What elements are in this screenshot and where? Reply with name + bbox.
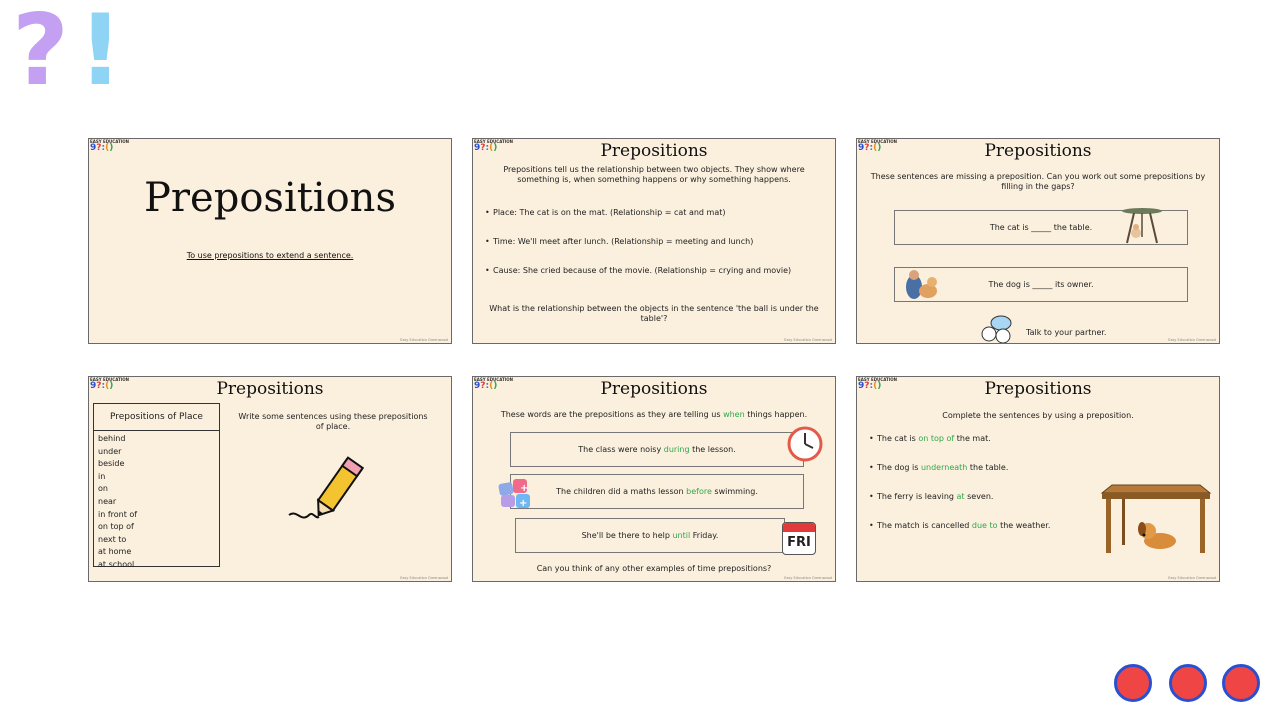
list-item: in: [98, 471, 106, 481]
list-item: on top of: [98, 522, 134, 532]
slide-title: Prepositions: [600, 379, 708, 399]
intro-text: These words are the prepositions as they are telling us when things happen.: [500, 410, 808, 419]
bullet-item: • Time: We'll meet after lunch. (Relationship = meeting and lunch): [485, 237, 825, 247]
slide-title: Prepositions: [984, 379, 1092, 399]
slide-thumbnail-5[interactable]: [472, 376, 836, 582]
example-sentence-box-3: [515, 518, 785, 553]
instruction-text: Write some sentences using these prepositions of place.: [238, 412, 428, 431]
slide-title: Prepositions: [984, 141, 1092, 161]
speech-bubble-icon: [979, 314, 1015, 344]
example-sentence-box-2: [510, 474, 804, 509]
question-mark-icon: ?: [12, 0, 69, 108]
prepositions-table: [93, 403, 220, 567]
slide-footer: Easy Education Greenwood: [1168, 338, 1216, 342]
list-item: at school: [98, 559, 135, 569]
clock-icon: [787, 426, 823, 462]
slide-thumbnail-6[interactable]: [856, 376, 1220, 582]
intro-text: Complete the sentences by using a preposition.: [942, 411, 1134, 420]
slide-thumbnail-2[interactable]: [472, 138, 836, 344]
brand-logo: EASY EDUCATION 9?:(): [858, 139, 897, 153]
slide-footer: Easy Education Greenwood: [400, 576, 448, 580]
brand-logo: EASY EDUCATION 9?:(): [90, 377, 129, 391]
prepositions-list: [94, 431, 219, 574]
list-item: on: [98, 484, 108, 494]
decorative-dot: [1114, 664, 1152, 702]
brand-logo: EASY EDUCATION 9?:(): [474, 139, 513, 153]
example-sentence: She'll be there to help until Friday.: [581, 531, 719, 540]
decorative-dot: [1169, 664, 1207, 702]
list-item: beside: [98, 459, 125, 469]
example-sentence: The children did a maths lesson before swimming.: [556, 487, 758, 496]
bullet-item: • The match is cancelled due to the weather.: [869, 521, 1089, 531]
bullet-item: • Cause: She cried because of the movie. (Relationship = crying and movie): [485, 266, 825, 276]
list-item: near: [98, 496, 117, 506]
calendar-icon: FRI: [782, 522, 816, 555]
question-text: Can you think of any other examples of time prepositions?: [536, 564, 772, 573]
slide-footer: Easy Education Greenwood: [400, 338, 448, 342]
gap-sentence: The dog is _____ its owner.: [988, 280, 1094, 289]
exclamation-icon: !: [78, 0, 123, 108]
slide-thumbnail-4[interactable]: [88, 376, 452, 582]
svg-text:+: +: [519, 498, 528, 509]
table-icon: [1119, 207, 1165, 245]
list-item: next to: [98, 534, 127, 544]
gap-sentence: The cat is _____ the table.: [989, 223, 1093, 232]
intro-text: These sentences are missing a preposition. Can you work out some prepositions by filling in the gaps?: [870, 172, 1206, 191]
slide-footer: Easy Education Greenwood: [784, 576, 832, 580]
list-item: in front of: [98, 509, 138, 519]
slide-title: Prepositions: [144, 175, 396, 221]
dog-icon: [900, 267, 940, 302]
bullet-item: • Place: The cat is on the mat. (Relationship = cat and mat): [485, 208, 825, 218]
slide-footer: Easy Education Greenwood: [784, 338, 832, 342]
learning-objective: To use prepositions to extend a sentence.: [186, 251, 354, 260]
bullet-item: • The dog is underneath the table.: [869, 463, 1069, 473]
brand-logo: EASY EDUCATION 9?:(): [90, 139, 129, 153]
example-sentence: The class were noisy during the lesson.: [578, 445, 736, 454]
table-header: Prepositions of Place: [94, 404, 219, 431]
dog-under-table-icon: [1100, 483, 1212, 555]
svg-text:+: +: [520, 483, 529, 494]
example-sentence-box-1: [510, 432, 804, 467]
brand-logo: EASY EDUCATION 9?:(): [474, 377, 513, 391]
slide-thumbnail-1[interactable]: [88, 138, 452, 344]
maths-symbols-icon: [497, 477, 535, 511]
bullet-item: • The ferry is leaving at seven.: [869, 492, 1069, 502]
decorative-dot: [1222, 664, 1260, 702]
bullet-item: • The cat is on top of the mat.: [869, 434, 1069, 444]
question-text: What is the relationship between the objects in the sentence 'the ball is under the table'?: [489, 304, 819, 323]
slide-thumbnail-3[interactable]: [856, 138, 1220, 344]
list-item: under: [98, 446, 122, 456]
pencil-icon: [287, 453, 369, 525]
slide-footer: Easy Education Greenwood: [1168, 576, 1216, 580]
brand-logo: EASY EDUCATION 9?:(): [858, 377, 897, 391]
slide-title: Prepositions: [600, 141, 708, 161]
discussion-prompt: Talk to your partner.: [1026, 328, 1107, 337]
list-item: behind: [98, 434, 126, 443]
intro-text: Prepositions tell us the relationship between two objects. They show where something is, when something happens or why something happens.: [503, 165, 805, 184]
list-item: at home: [98, 547, 132, 557]
slide-title: Prepositions: [216, 379, 324, 399]
